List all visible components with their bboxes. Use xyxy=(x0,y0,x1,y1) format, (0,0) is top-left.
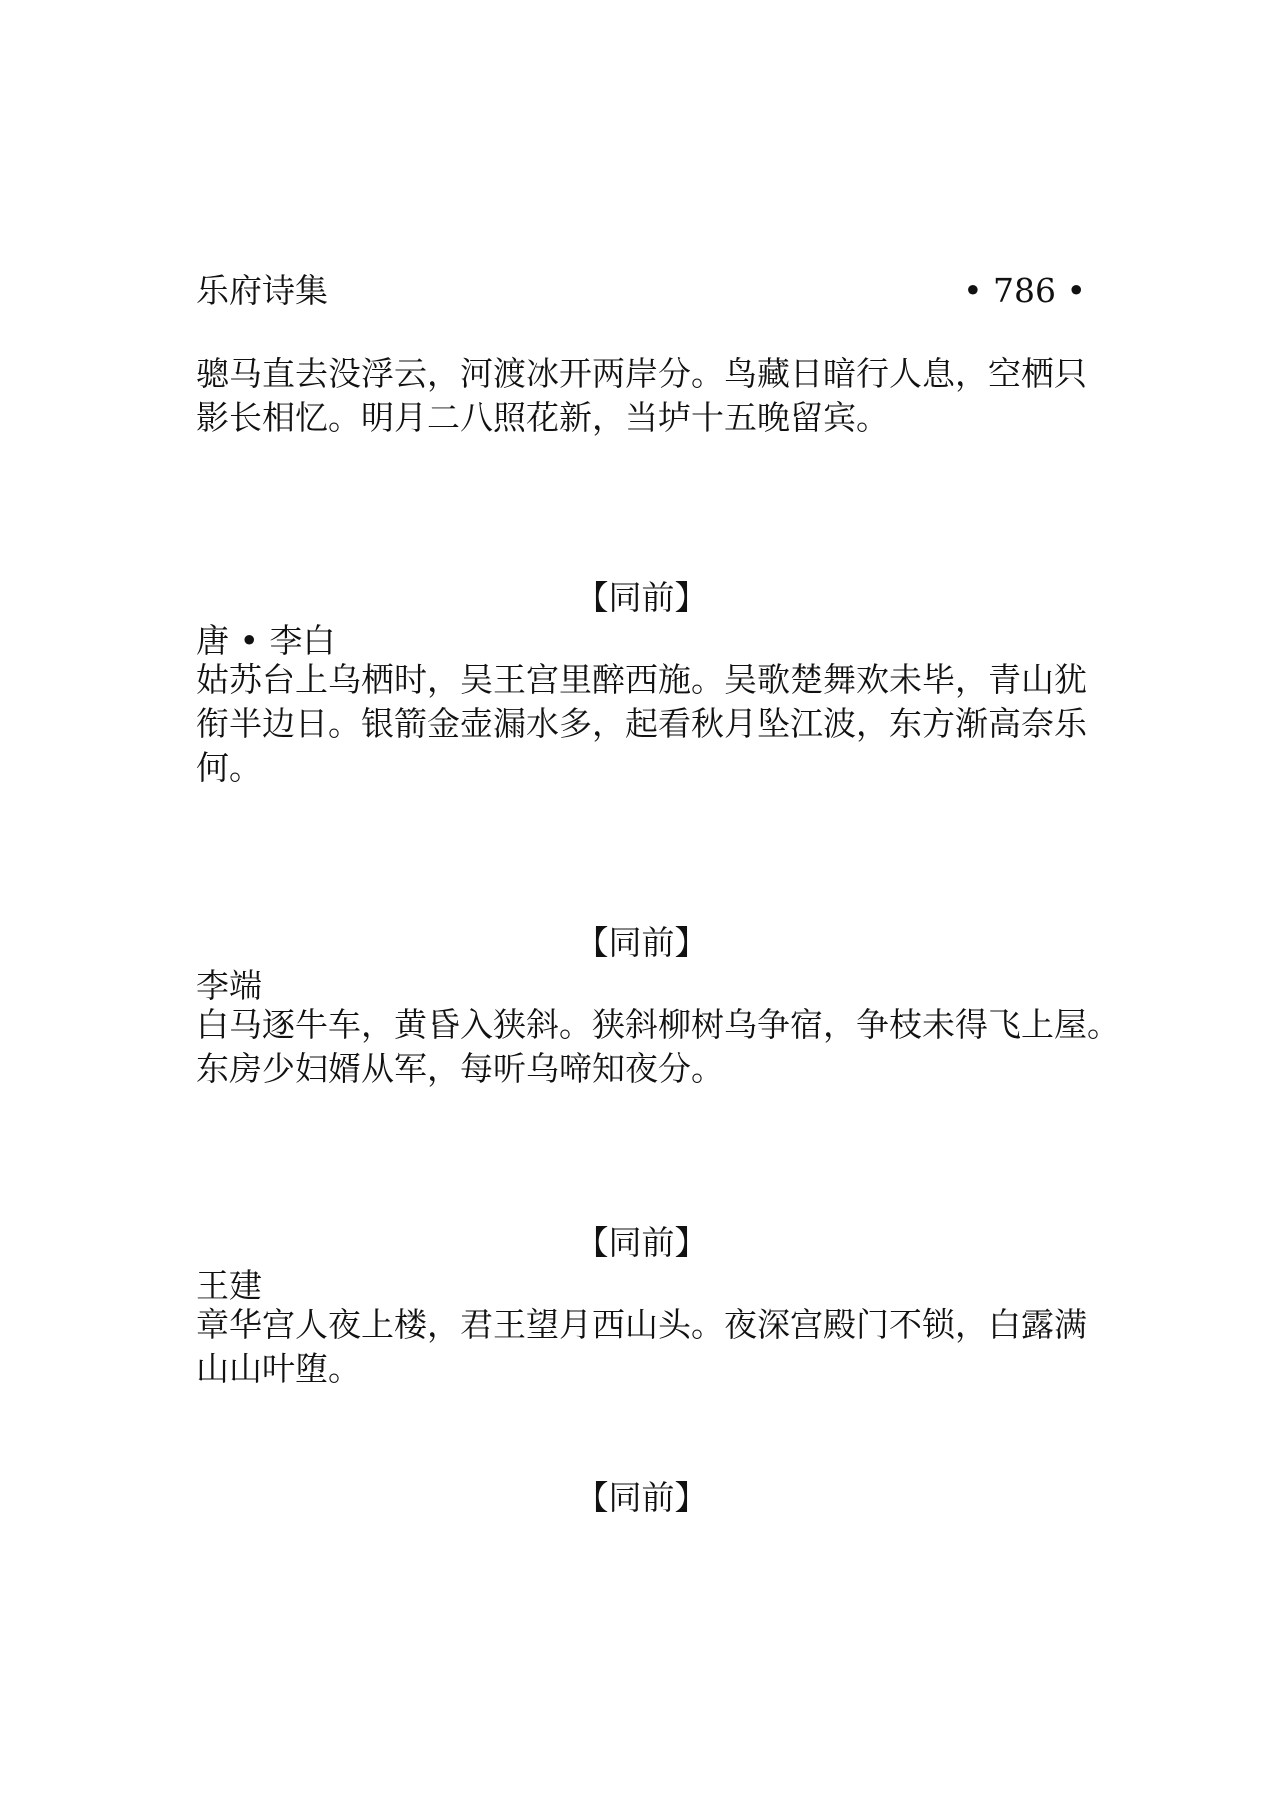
poem-author: 李端 xyxy=(196,966,262,1005)
poem-line: 章华宫人夜上楼，君王望月西山头。夜深宫殿门不锁，白露满 xyxy=(196,1305,1087,1344)
poem-text xyxy=(196,1003,1120,1091)
section-title: 【同前】 xyxy=(575,1223,708,1262)
section-title: 【同前】 xyxy=(575,1478,708,1517)
poem-line: 东房少妇婿从军，每听乌啼知夜分。 xyxy=(196,1049,724,1088)
poem-line: 白马逐牛车，黄昏入狭斜。狭斜柳树乌争宿，争枝未得飞上屋。 xyxy=(196,1005,1120,1044)
poem-line: 何。 xyxy=(196,748,262,787)
poem-text xyxy=(196,1303,1096,1391)
poem-author: 王建 xyxy=(196,1266,262,1305)
poem-line: 影长相忆。明月二八照花新，当垆十五晚留宾。 xyxy=(196,398,889,437)
section-title: 【同前】 xyxy=(575,578,708,617)
poem-author: 唐 • 李白 xyxy=(196,621,336,660)
running-header xyxy=(196,268,1086,314)
poem-line: 姑苏台上乌栖时，吴王宫里醉西施。吴歌楚舞欢未毕，青山犹 xyxy=(196,660,1087,699)
page-number: • 786 • xyxy=(963,271,1086,310)
poem-text xyxy=(196,658,1096,790)
poem-line: 骢马直去没浮云，河渡冰开两岸分。鸟藏日暗行人息，空栖只 xyxy=(196,354,1087,393)
poem-continuation-text xyxy=(196,352,1096,440)
poem-line: 山山叶堕。 xyxy=(196,1349,361,1388)
poem-line: 衔半边日。银箭金壶漏水多，起看秋月坠江波，东方渐高奈乐 xyxy=(196,704,1087,743)
section-title: 【同前】 xyxy=(575,923,708,962)
book-title: 乐府诗集 xyxy=(196,271,328,310)
